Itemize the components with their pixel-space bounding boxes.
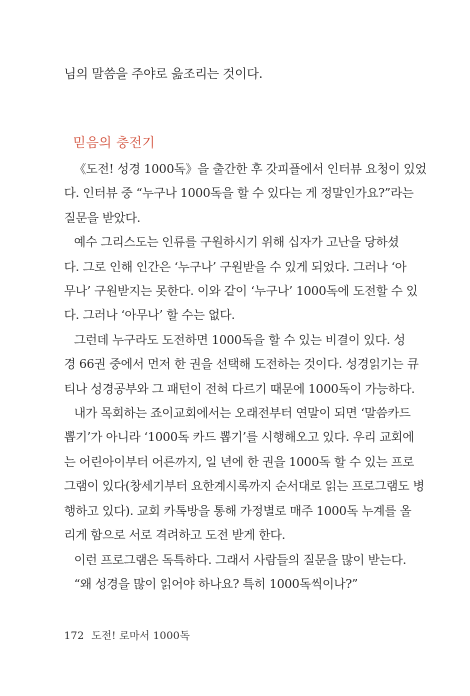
text-line: 는 어린아이부터 어른까지, 일 년에 한 권을 1000독 할 수 있는 프로 — [64, 454, 415, 469]
text-line: 이런 프로그램은 독특하다. 그래서 사람들의 질문을 많이 받는다. — [74, 552, 407, 567]
text-line: 그램이 있다(창세기부터 요한계시록까지 순서대로 읽는 프로그램도 병 — [64, 479, 425, 494]
text-line: 다. 그러나 ‘아무나’ 할 수는 없다. — [64, 308, 235, 323]
paragraph — [64, 548, 410, 572]
text-line: 리게 함으로 서로 격려하고 도전 받게 한다. — [64, 528, 286, 543]
paragraph — [64, 328, 419, 401]
text-line: 예수 그리스도는 인류를 구원하시기 위해 십자가 고난을 당하셨 — [74, 235, 399, 250]
continued-text-line: 님의 말씀을 주야로 읊조리는 것이다. — [64, 66, 263, 81]
text-line: 다. 인터뷰 중 “누구나 1000독을 할 수 있다는 게 정말인가요?”라는 — [64, 186, 414, 201]
body-text — [64, 157, 427, 596]
paragraph — [64, 230, 418, 328]
text-line: 경 66권 중에서 먼저 한 권을 선택해 도전하는 것이다. 성경읽기는 큐 — [64, 357, 419, 372]
text-line: 뽑기’가 아니라 ‘1000독 카드 뽑기’를 시행해오고 있다. 우리 교회에 — [64, 430, 415, 445]
text-line: 그런데 누구라도 도전하면 1000독을 할 수 있는 비결이 있다. 성 — [74, 332, 406, 347]
quote-line: “왜 성경을 많이 읽어야 하나요? 특히 1000독씩이나?” — [74, 576, 358, 591]
page-number: 172 — [64, 630, 85, 642]
book-title: 도전! 로마서 1000독 — [91, 630, 190, 642]
section-heading: 믿음의 충전기 — [73, 136, 156, 151]
page-footer — [64, 628, 190, 643]
text-line: 행하고 있다). 교회 카톡방을 통해 가정별로 매주 1000독 누계를 올 — [64, 503, 412, 518]
paragraph — [64, 401, 425, 547]
text-line: 티나 성경공부와 그 패턴이 전혀 다르기 때문에 1000독이 가능하다. — [64, 381, 415, 396]
paragraph — [64, 157, 427, 230]
text-line: 《도전! 성경 1000독》을 출간한 후 갓피플에서 인터뷰 요청이 있었 — [74, 162, 427, 176]
text-line: 다. 그로 인해 인간은 ‘누구나’ 구원받을 수 있게 되었다. 그러나 ‘아 — [64, 259, 407, 274]
text-line: 내가 목회하는 죠이교회에서는 오래전부터 연말이 되면 ‘말씀카드 — [74, 406, 411, 421]
text-line: 무나’ 구원받지는 못한다. 이와 같이 ‘누구나’ 1000독에 도전할 수 있 — [64, 284, 418, 299]
text-line: 질문을 받았다. — [64, 210, 141, 225]
